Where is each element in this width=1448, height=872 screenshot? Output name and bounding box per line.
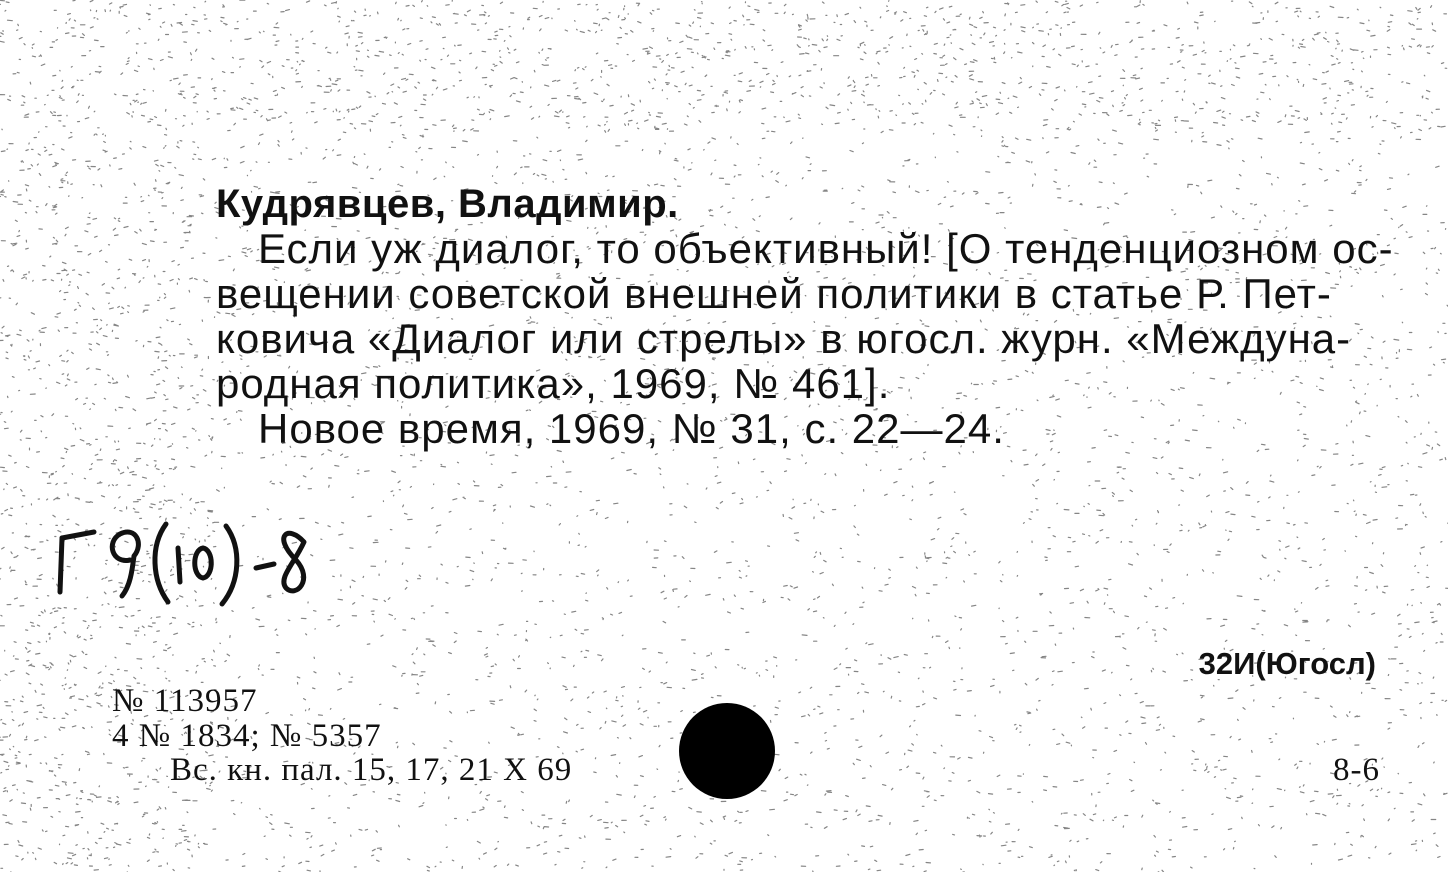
title-line: вещении советской внешней политики в статье Р. Пет- [216,270,1332,317]
source-citation: Новое время, 1969, № 31, с. 22—24. [258,405,1005,452]
title-line: родная политика», 1969, № 461]. [216,360,891,407]
title-line: ковича «Диалог или стрелы» в югосл. журн. «Междуна- [216,315,1352,362]
title-line: Если уж диалог, то объективный! [О тенденциозном ос- [258,225,1394,272]
inventory-number: 4 № 1834; № 5357 [112,718,382,754]
punch-hole [679,703,775,799]
handwritten-shelf-mark [48,510,318,610]
author-heading: Кудрявцев, Владимир. [216,182,679,226]
inventory-number: № 113957 [112,683,258,719]
classification-code: 32И(Югосл) [1198,646,1376,681]
card-code: 8-6 [1333,752,1380,788]
book-chamber-reference: Вс. кн. пал. 15, 17, 21 X 69 [170,752,573,788]
